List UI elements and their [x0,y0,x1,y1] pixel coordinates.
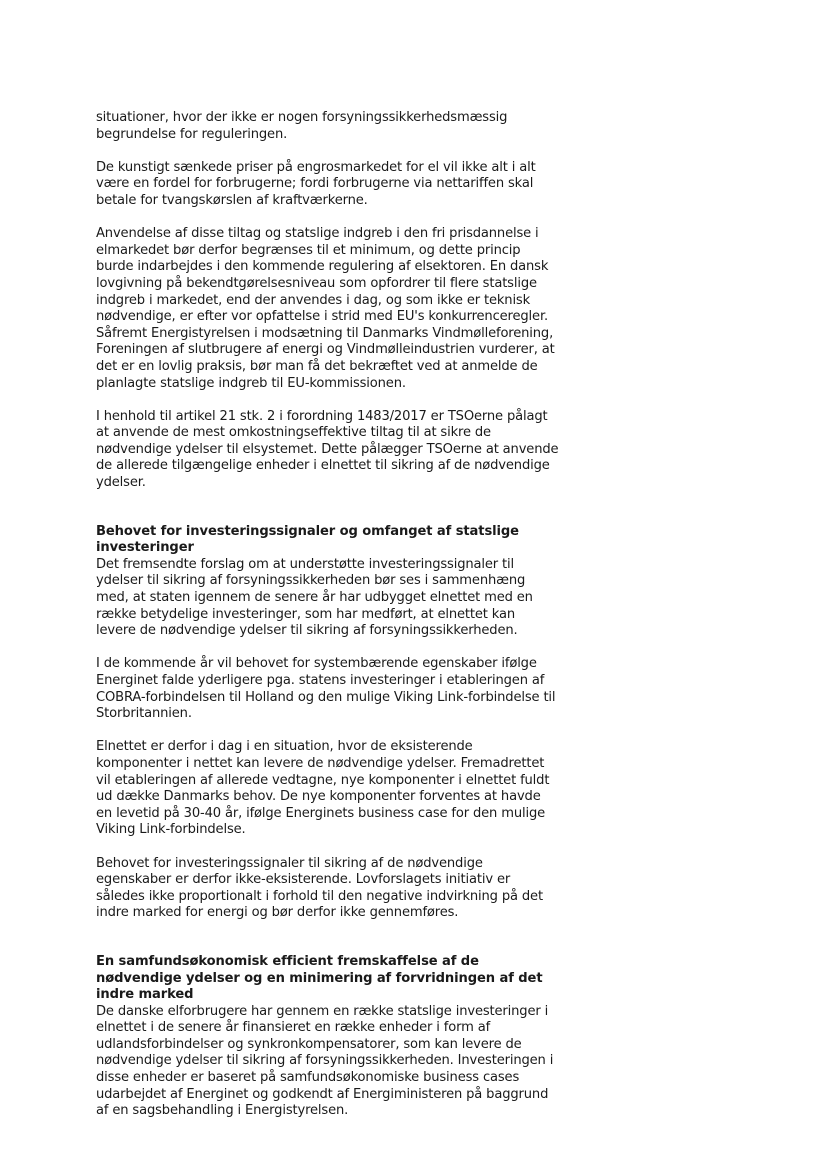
text-line: indre marked for energi og bør derfor ikke gennemføres. [96,905,459,921]
text-line: Såfremt Energistyrelsen i modsætning til Danmarks Vindmølleforening, [96,325,554,341]
text-line: I henhold til artikel 21 stk. 2 i forordning 1483/2017 er TSOerne pålagt [96,408,548,424]
text-line: komponenter i nettet kan levere de nødvendige ydelser. Fremadrettet [96,755,545,771]
text-line: udlandsforbindelser og synkronkompensatorer, som kan levere de [96,1036,522,1052]
heading-line: nødvendige ydelser og en minimering af forvridningen af det [96,970,543,986]
paragraph-regulation-justification [96,110,596,143]
text-line: Storbritannien. [96,706,192,722]
paragraph-state-intervention [96,226,596,392]
text-line: at anvende de mest omkostningseffektive tiltag til at sikre de [96,425,491,441]
paragraph-proposal [96,557,596,640]
paragraph-grid-situation [96,739,596,839]
text-line: Elnettet er derfor i dag i en situation, hvor de eksisterende [96,739,473,755]
text-line: Behovet for investeringssignaler til sikring af de nødvendige [96,855,483,871]
text-line: Viking Link-forbindelse. [96,822,246,838]
text-line: levere de nødvendige ydelser til sikring af forsyningssikkerheden. [96,623,518,639]
text-line: elmarkedet bør derfor begrænses til et minimum, og dette princip [96,242,521,258]
text-line: begrundelse for reguleringen. [96,126,288,142]
text-line: af en sagsbehandling i Energistyrelsen. [96,1103,349,1119]
text-line: ud dække Danmarks behov. De nye komponenter forventes at havde [96,789,541,805]
paragraph-wholesale-prices [96,160,596,210]
text-line: burde indarbejdes i den kommende regulering af elsektoren. En dansk [96,259,549,275]
paragraph-consumers-investments [96,1004,596,1120]
text-line: COBRA-forbindelsen til Holland og den mulige Viking Link-forbindelse til [96,689,556,705]
paragraph-conclusion [96,856,596,922]
text-line: være en fordel for forbrugerne; fordi forbrugerne via nettariffen skal [96,176,534,192]
text-line: Det fremsendte forslag om at understøtte investeringssignaler til [96,556,514,572]
text-line: ydelser. [96,475,146,491]
text-line: situationer, hvor der ikke er nogen forsyningssikkerhedsmæssig [96,110,508,125]
heading-line: indre marked [96,987,194,1003]
text-line: nødvendige ydelser til sikring af forsyningssikkerheden. Investeringen i [96,1053,554,1069]
text-line: udarbejdet af Energinet og godkendt af Energiministeren på baggrund [96,1086,549,1102]
text-line: lovgivning på bekendtgørelsesniveau som opfordrer til flere statslige [96,275,537,291]
paragraph-coming-years [96,656,596,722]
section-heading-investment-signals [96,524,596,557]
text-line: De kunstigt sænkede priser på engrosmarkedet for el vil ikke alt i alt [96,159,536,175]
text-line: De danske elforbrugere har gennem en række statslige investeringer i [96,1003,549,1019]
text-line: nødvendige ydelser til elsystemet. Dette pålægger TSOerne at anvende [96,441,559,457]
heading-line: En samfundsøkonomisk efficient fremskaffelse af de [96,953,479,969]
text-line: ydelser til sikring af forsyningssikkerheden bør ses i sammenhæng [96,573,526,589]
text-line: de allerede tilgængelige enheder i elnettet til sikring af de nødvendige [96,458,550,474]
text-line: således ikke proportionalt i forhold til den negative indvirkning på det [96,888,543,904]
text-line: nødvendige, er efter vor opfattelse i strid med EU's konkurrenceregler. [96,309,548,325]
heading-line: investeringer [96,540,194,556]
text-line: elnettet i de senere år finansieret en række enheder i form af [96,1020,491,1036]
text-line: række betydelige investeringer, som har medført, at elnettet kan [96,606,515,622]
text-line: Foreningen af slutbrugere af energi og Vindmølleindustrien vurderer, at [96,342,555,358]
text-line: disse enheder er baseret på samfundsøkonomiske business cases [96,1070,520,1086]
paragraph-tso-article [96,409,596,492]
text-line: I de kommende år vil behovet for systembærende egenskaber ifølge [96,656,537,672]
text-line: indgreb i markedet, end der anvendes i dag, og som ikke er teknisk [96,292,531,308]
text-line: det er en lovlig praksis, bør man få det bekræftet ved at anmelde de [96,358,538,374]
section-heading-efficient-procurement [96,954,596,1004]
text-line: Anvendelse af disse tiltag og statslige indgreb i den fri prisdannelse i [96,226,539,242]
text-line: med, at staten igennem de senere år har udbygget elnettet med en [96,590,533,606]
text-line: en levetid på 30-40 år, ifølge Energinets business case for den mulige [96,805,546,821]
text-line: Energinet falde yderligere pga. statens investeringer i etableringen af [96,673,545,688]
text-line: vil etableringen af allerede vedtagne, nye komponenter i elnettet fuldt [96,772,550,788]
text-line: planlagte statslige indgreb til EU-kommissionen. [96,375,406,391]
text-line: egenskaber er derfor ikke-eksisterende. Lovforslagets initiativ er [96,872,511,888]
text-line: betale for tvangskørslen af kraftværkerne. [96,192,368,208]
heading-line: Behovet for investeringssignaler og omfanget af statslige [96,523,519,539]
document-page [96,110,596,1120]
